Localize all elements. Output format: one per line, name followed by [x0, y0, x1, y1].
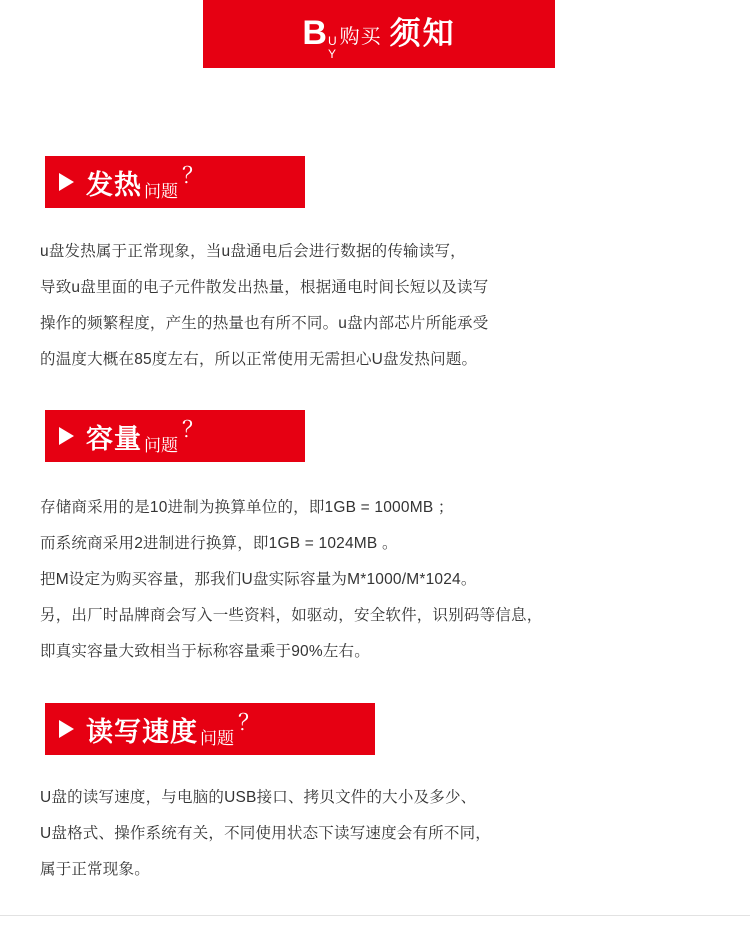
- body-line: 把M设定为购买容量，那我们U盘实际容量为M*1000/M*1024。: [40, 571, 477, 588]
- section-heading-speed-sub: 问题: [200, 729, 234, 748]
- bottom-divider: [0, 915, 750, 916]
- body-line: 而系统商采用2进制进行换算，即1GB = 1024MB 。: [40, 535, 398, 552]
- body-line: 存储商采用的是10进制为换算单位的，即1GB = 1000MB ；: [40, 499, 454, 516]
- body-line: U盘的读写速度，与电脑的USB接口、拷贝文件的大小及多少、: [40, 789, 477, 806]
- section-heading-heat-question-icon: ？: [182, 163, 205, 188]
- triangle-right-icon: [59, 173, 74, 191]
- body-line: 导致u盘里面的电子元件散发出热量，根据通电时间长短以及读写: [40, 279, 489, 296]
- section-heading-capacity-question-icon: ？: [182, 417, 205, 442]
- banner-letter-u: U: [327, 34, 337, 49]
- banner-letter-y: Y: [327, 47, 336, 61]
- section-heading-heat: [45, 156, 305, 208]
- section-heading-speed-main: 读写速度: [86, 716, 198, 747]
- banner-letter-b: B: [302, 14, 327, 53]
- page-title-banner: [203, 0, 555, 68]
- section-heading-speed-question-icon: ？: [238, 710, 261, 735]
- banner-subtitle: 购买: [339, 26, 382, 49]
- banner-letters-uy: [328, 35, 337, 60]
- body-line: U盘格式、操作系统有关，不同使用状态下读写速度会有所不同，: [40, 825, 491, 842]
- section-body-heat: [40, 234, 710, 378]
- section-heading-capacity-main: 容量: [86, 423, 142, 454]
- section-heading-capacity-sub: 问题: [144, 436, 178, 455]
- section-body-capacity: [40, 490, 710, 670]
- banner-title-group: [302, 8, 455, 59]
- section-heading-heat-sub: 问题: [144, 182, 178, 201]
- section-heading-speed: [45, 703, 375, 755]
- body-line: 另，出厂时品牌商会写入一些资料，如驱动，安全软件，识别码等信息，: [40, 607, 543, 624]
- body-line: u盘发热属于正常现象，当u盘通电后会进行数据的传输读写，: [40, 243, 466, 260]
- body-line: 即真实容量大致相当于标称容量乘于90%左右。: [40, 643, 370, 660]
- section-body-speed: [40, 780, 710, 888]
- section-heading-heat-main: 发热: [86, 169, 142, 200]
- triangle-right-icon: [59, 720, 74, 738]
- banner-main-title: 须知: [389, 16, 456, 52]
- body-line: 的温度大概在85度左右，所以正常使用无需担心U盘发热问题。: [40, 351, 478, 368]
- body-line: 操作的频繁程度，产生的热量也有所不同。u盘内部芯片所能承受: [40, 315, 489, 332]
- triangle-right-icon: [59, 427, 74, 445]
- body-line: 属于正常现象。: [40, 861, 150, 878]
- section-heading-capacity: [45, 410, 305, 462]
